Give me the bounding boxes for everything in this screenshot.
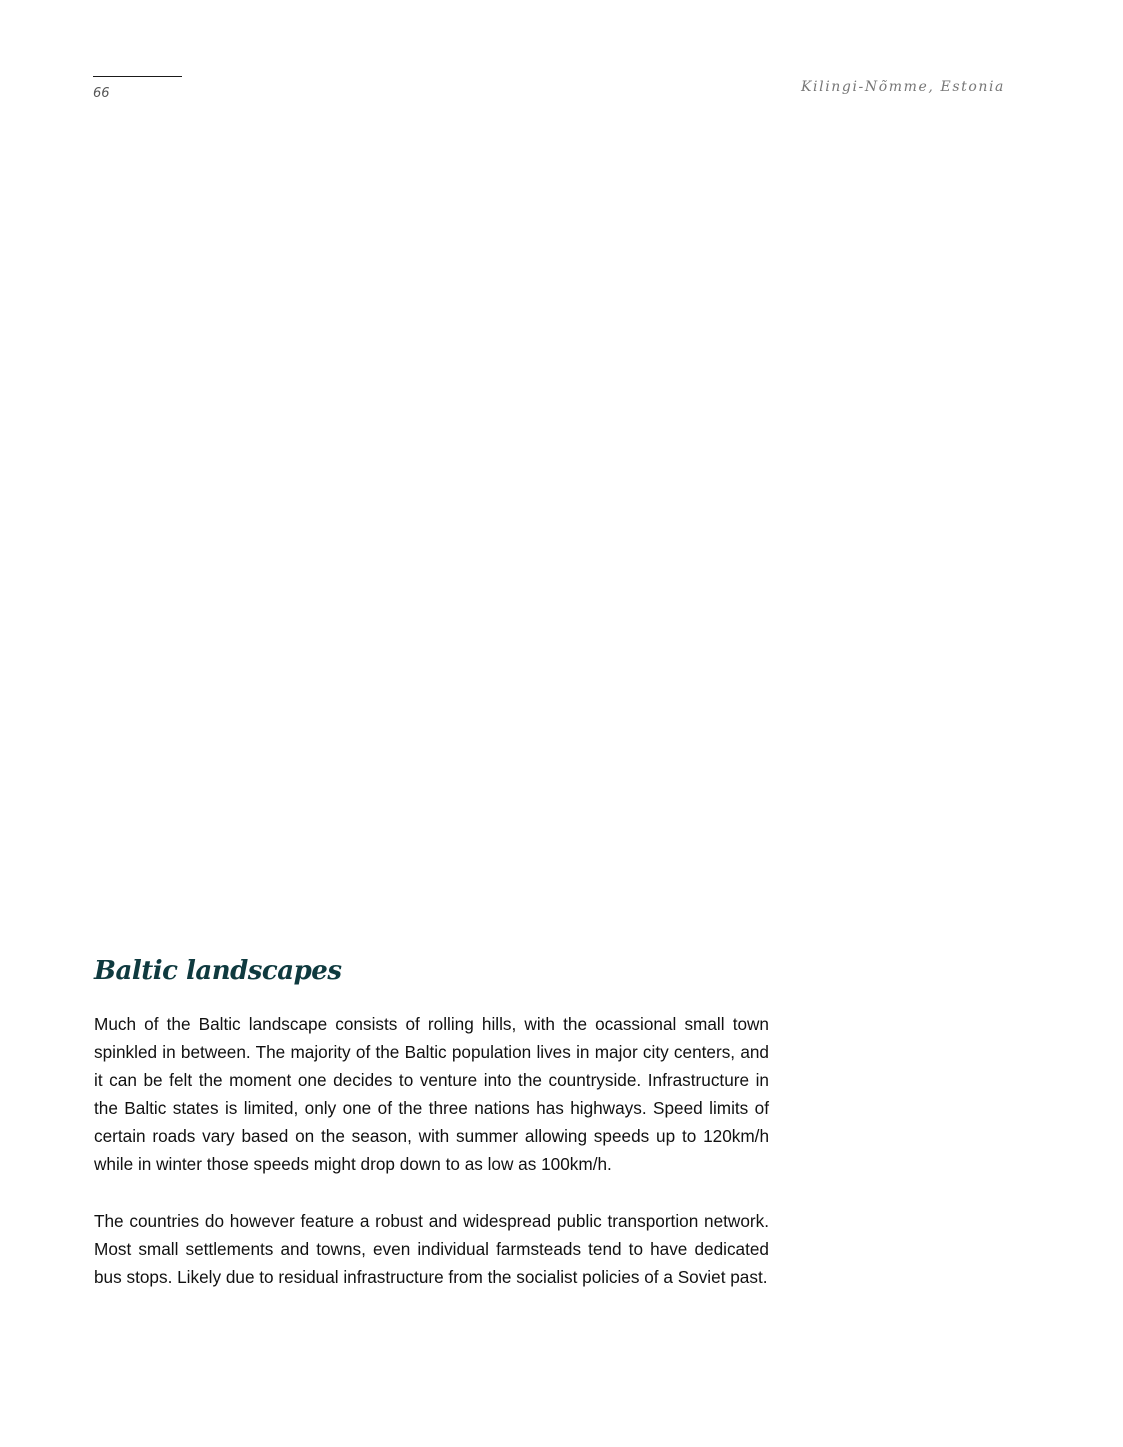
paragraph: The countries do however feature a robust and widespread public transportion network. Most small settlements and towns, even individual farmsteads tend to have dedicated bus stops. Likely due to residual infrastructure from the socialist policies of a Soviet past.	[94, 1210, 769, 1287]
running-header-title: Kilingi-Nõmme, Estonia	[801, 79, 1005, 95]
text-section	[94, 952, 769, 1319]
page-number-rule	[93, 76, 182, 77]
blank-image-area	[93, 130, 1005, 920]
page-number: 66	[93, 86, 110, 101]
paragraph: Much of the Baltic landscape consists of rolling hills, with the ocassional small town spinkled in between. The majority of the Baltic population lives in major city centers, and it can be felt the moment one decides to venture into the countryside. Infrastructure in the Baltic states is limited, only one of the three nations has highways. Speed limits of certain roads vary based on the season, with summer allowing speeds up to 120km/h while in winter those speeds might drop down to as low as 100km/h.	[94, 1014, 769, 1175]
section-title: Baltic landscapes	[94, 956, 342, 986]
